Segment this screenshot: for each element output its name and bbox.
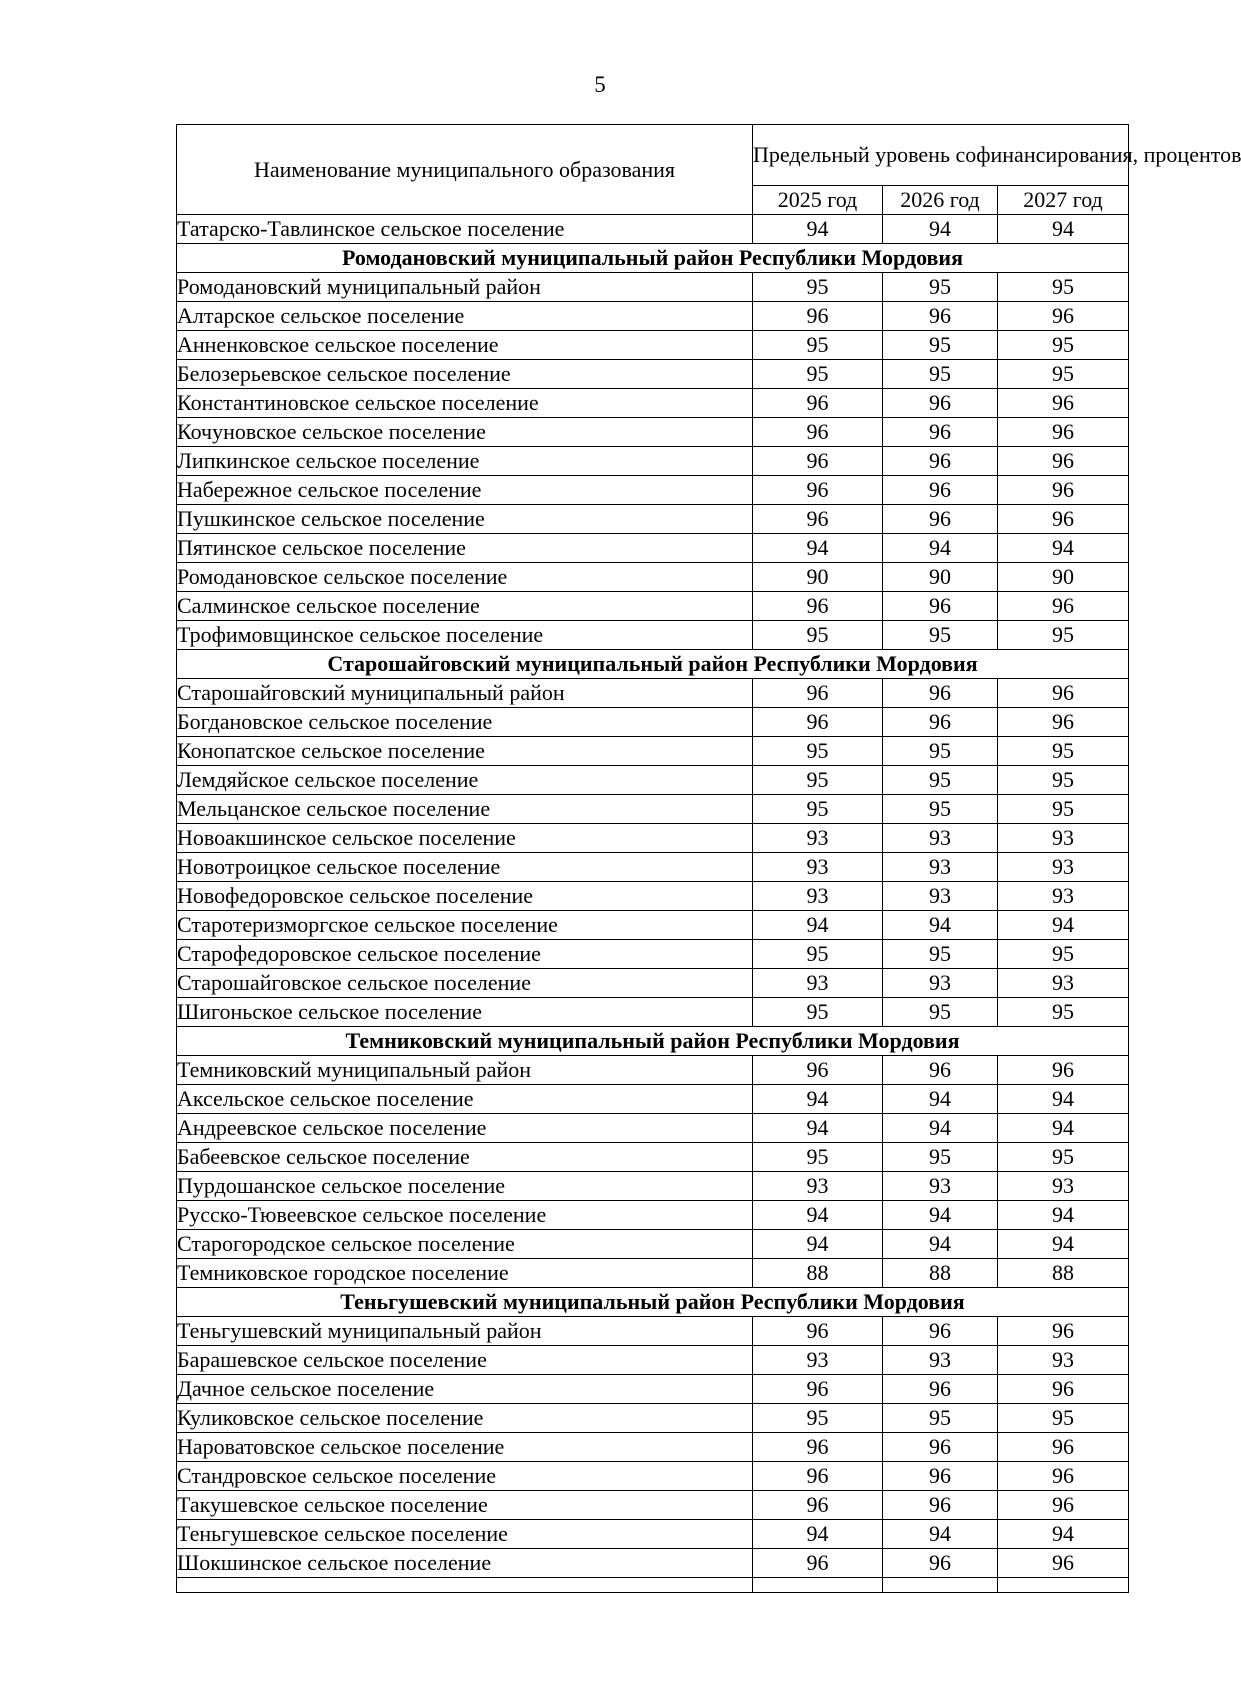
municipality-name-cell: Старофедоровское сельское поселение <box>177 940 753 969</box>
value-2026-cell: 95 <box>883 766 998 795</box>
value-2027-cell: 95 <box>998 1143 1129 1172</box>
value-2026-cell: 93 <box>883 1346 998 1375</box>
municipality-name-cell: Новоакшинское сельское поселение <box>177 824 753 853</box>
value-2025-cell: 94 <box>753 1201 883 1230</box>
municipality-name-cell: Кочуновское сельское поселение <box>177 418 753 447</box>
value-2027-cell: 96 <box>998 1433 1129 1462</box>
value-2027-cell: 95 <box>998 273 1129 302</box>
value-2026-cell: 90 <box>883 563 998 592</box>
table-body <box>177 215 1129 1593</box>
value-2026-cell: 94 <box>883 1230 998 1259</box>
value-2027-cell: 94 <box>998 1114 1129 1143</box>
empty-cell <box>998 1578 1129 1593</box>
table-row <box>177 766 1129 795</box>
municipality-name-cell: Темниковский муниципальный район <box>177 1056 753 1085</box>
value-2027-cell: 93 <box>998 969 1129 998</box>
value-2026-cell: 94 <box>883 1520 998 1549</box>
value-2025-cell: 96 <box>753 389 883 418</box>
table-row <box>177 1317 1129 1346</box>
municipality-name-cell: Андреевское сельское поселение <box>177 1114 753 1143</box>
district-section-row <box>177 1027 1129 1056</box>
cofinancing-level-header: Предельный уровень софинансирования, процентов <box>753 125 1129 186</box>
value-2025-cell: 95 <box>753 360 883 389</box>
table-row <box>177 215 1129 244</box>
table-row <box>177 1201 1129 1230</box>
value-2027-cell: 94 <box>998 534 1129 563</box>
table-row <box>177 1114 1129 1143</box>
value-2027-cell: 93 <box>998 1172 1129 1201</box>
value-2026-cell: 96 <box>883 447 998 476</box>
value-2026-cell: 96 <box>883 708 998 737</box>
value-2026-cell: 95 <box>883 940 998 969</box>
table-row <box>177 1346 1129 1375</box>
municipality-name-cell: Липкинское сельское поселение <box>177 447 753 476</box>
value-2027-cell: 93 <box>998 824 1129 853</box>
municipality-name-cell: Ромодановское сельское поселение <box>177 563 753 592</box>
municipality-name-cell: Анненковское сельское поселение <box>177 331 753 360</box>
value-2027-cell: 93 <box>998 853 1129 882</box>
table-row <box>177 1143 1129 1172</box>
value-2025-cell: 94 <box>753 1085 883 1114</box>
municipality-name-cell: Нароватовское сельское поселение <box>177 1433 753 1462</box>
value-2027-cell: 95 <box>998 940 1129 969</box>
value-2026-cell: 96 <box>883 1433 998 1462</box>
empty-cell <box>177 1578 753 1593</box>
municipality-name-cell: Теньгушевский муниципальный район <box>177 1317 753 1346</box>
value-2026-cell: 95 <box>883 621 998 650</box>
value-2027-cell: 96 <box>998 708 1129 737</box>
municipality-name-cell: Дачное сельское поселение <box>177 1375 753 1404</box>
table-row <box>177 360 1129 389</box>
value-2025-cell: 96 <box>753 1433 883 1462</box>
value-2025-cell: 93 <box>753 824 883 853</box>
municipality-name-cell: Стандровское сельское поселение <box>177 1462 753 1491</box>
table-row <box>177 708 1129 737</box>
value-2026-cell: 96 <box>883 1462 998 1491</box>
district-section-row <box>177 1288 1129 1317</box>
value-2027-cell: 94 <box>998 1085 1129 1114</box>
municipality-name-cell: Аксельское сельское поселение <box>177 1085 753 1114</box>
table-row <box>177 1085 1129 1114</box>
value-2026-cell: 96 <box>883 679 998 708</box>
value-2026-cell: 96 <box>883 1549 998 1578</box>
municipality-name-cell: Константиновское сельское поселение <box>177 389 753 418</box>
value-2026-cell: 93 <box>883 1172 998 1201</box>
value-2025-cell: 90 <box>753 563 883 592</box>
value-2027-cell: 96 <box>998 476 1129 505</box>
municipality-name-cell: Такушевское сельское поселение <box>177 1491 753 1520</box>
value-2025-cell: 95 <box>753 766 883 795</box>
municipality-name-cell: Шокшинское сельское поселение <box>177 1549 753 1578</box>
value-2025-cell: 94 <box>753 1114 883 1143</box>
value-2027-cell: 94 <box>998 1520 1129 1549</box>
value-2027-cell: 94 <box>998 911 1129 940</box>
table-row <box>177 389 1129 418</box>
value-2026-cell: 96 <box>883 505 998 534</box>
value-2027-cell: 95 <box>998 766 1129 795</box>
value-2027-cell: 96 <box>998 389 1129 418</box>
year-header-2025: 2025 год <box>753 186 883 215</box>
table-row <box>177 273 1129 302</box>
municipality-name-cell: Алтарское сельское поселение <box>177 302 753 331</box>
value-2025-cell: 96 <box>753 708 883 737</box>
value-2025-cell: 96 <box>753 679 883 708</box>
municipality-name-cell: Пурдошанское сельское поселение <box>177 1172 753 1201</box>
district-section-title: Ромодановский муниципальный район Республики Мордовия <box>177 244 1129 273</box>
value-2027-cell: 96 <box>998 1491 1129 1520</box>
district-section-row <box>177 244 1129 273</box>
municipality-name-cell: Белозерьевское сельское поселение <box>177 360 753 389</box>
value-2027-cell: 96 <box>998 505 1129 534</box>
value-2025-cell: 95 <box>753 1143 883 1172</box>
value-2026-cell: 93 <box>883 882 998 911</box>
value-2027-cell: 95 <box>998 737 1129 766</box>
municipality-name-cell: Салминское сельское поселение <box>177 592 753 621</box>
table-row <box>177 853 1129 882</box>
value-2026-cell: 94 <box>883 1114 998 1143</box>
table-row <box>177 824 1129 853</box>
value-2025-cell: 94 <box>753 534 883 563</box>
municipality-name-cell: Бабеевское сельское поселение <box>177 1143 753 1172</box>
value-2027-cell: 93 <box>998 1346 1129 1375</box>
municipality-name-cell: Ромодановский муниципальный район <box>177 273 753 302</box>
table-row <box>177 447 1129 476</box>
table-row <box>177 969 1129 998</box>
value-2026-cell: 95 <box>883 998 998 1027</box>
value-2026-cell: 96 <box>883 1375 998 1404</box>
value-2025-cell: 96 <box>753 418 883 447</box>
table-row <box>177 621 1129 650</box>
value-2026-cell: 93 <box>883 824 998 853</box>
value-2025-cell: 93 <box>753 882 883 911</box>
district-section-title: Теньгушевский муниципальный район Республики Мордовия <box>177 1288 1129 1317</box>
value-2025-cell: 96 <box>753 1549 883 1578</box>
municipality-name-cell: Новотроицкое сельское поселение <box>177 853 753 882</box>
value-2027-cell: 94 <box>998 215 1129 244</box>
value-2027-cell: 96 <box>998 418 1129 447</box>
value-2026-cell: 96 <box>883 592 998 621</box>
municipality-name-cell: Трофимовщинское сельское поселение <box>177 621 753 650</box>
value-2026-cell: 96 <box>883 1056 998 1085</box>
table-row <box>177 505 1129 534</box>
table-row <box>177 998 1129 1027</box>
value-2027-cell: 96 <box>998 447 1129 476</box>
municipality-name-cell: Новофедоровское сельское поселение <box>177 882 753 911</box>
table-row <box>177 882 1129 911</box>
value-2026-cell: 95 <box>883 737 998 766</box>
year-header-2026: 2026 год <box>883 186 998 215</box>
value-2025-cell: 96 <box>753 592 883 621</box>
municipality-name-cell: Старошайговское сельское поселение <box>177 969 753 998</box>
value-2026-cell: 96 <box>883 1317 998 1346</box>
table-row <box>177 1375 1129 1404</box>
value-2025-cell: 96 <box>753 447 883 476</box>
table-row <box>177 940 1129 969</box>
value-2026-cell: 88 <box>883 1259 998 1288</box>
municipality-name-cell: Русско-Тювеевское сельское поселение <box>177 1201 753 1230</box>
value-2025-cell: 94 <box>753 1230 883 1259</box>
value-2027-cell: 96 <box>998 592 1129 621</box>
value-2026-cell: 95 <box>883 360 998 389</box>
value-2026-cell: 95 <box>883 795 998 824</box>
table-header <box>177 125 1241 215</box>
value-2025-cell: 96 <box>753 476 883 505</box>
value-2025-cell: 93 <box>753 1172 883 1201</box>
district-section-title: Старошайговский муниципальный район Республики Мордовия <box>177 650 1129 679</box>
page-number: 5 <box>594 72 606 97</box>
table-row <box>177 534 1129 563</box>
value-2027-cell: 96 <box>998 302 1129 331</box>
municipality-name-cell: Мельцанское сельское поселение <box>177 795 753 824</box>
municipality-name-cell: Богдановское сельское поселение <box>177 708 753 737</box>
value-2027-cell: 95 <box>998 360 1129 389</box>
value-2025-cell: 96 <box>753 1317 883 1346</box>
value-2026-cell: 94 <box>883 911 998 940</box>
value-2025-cell: 95 <box>753 1404 883 1433</box>
municipality-name-cell: Пятинское сельское поселение <box>177 534 753 563</box>
table-row <box>177 418 1129 447</box>
value-2025-cell: 93 <box>753 853 883 882</box>
value-2025-cell: 95 <box>753 621 883 650</box>
value-2025-cell: 96 <box>753 1056 883 1085</box>
value-2026-cell: 94 <box>883 1085 998 1114</box>
municipality-name-cell: Старошайговский муниципальный район <box>177 679 753 708</box>
value-2027-cell: 95 <box>998 621 1129 650</box>
municipality-name-cell: Старогородское сельское поселение <box>177 1230 753 1259</box>
table-row <box>177 476 1129 505</box>
empty-cell <box>753 1578 883 1593</box>
value-2026-cell: 95 <box>883 331 998 360</box>
table-row <box>177 737 1129 766</box>
value-2025-cell: 96 <box>753 1375 883 1404</box>
table-row <box>177 1056 1129 1085</box>
table-row <box>177 1259 1129 1288</box>
table-row <box>177 592 1129 621</box>
municipality-name-cell: Татарско-Тавлинское сельское поселение <box>177 215 753 244</box>
table-row <box>177 302 1129 331</box>
value-2026-cell: 96 <box>883 302 998 331</box>
value-2025-cell: 94 <box>753 1520 883 1549</box>
municipality-name-cell: Старотеризморгское сельское поселение <box>177 911 753 940</box>
value-2027-cell: 93 <box>998 882 1129 911</box>
municipality-name-cell: Темниковское городское поселение <box>177 1259 753 1288</box>
value-2027-cell: 88 <box>998 1259 1129 1288</box>
value-2025-cell: 96 <box>753 505 883 534</box>
value-2025-cell: 95 <box>753 273 883 302</box>
value-2025-cell: 94 <box>753 215 883 244</box>
value-2025-cell: 95 <box>753 795 883 824</box>
empty-cell <box>883 1578 998 1593</box>
municipality-name-cell: Конопатское сельское поселение <box>177 737 753 766</box>
value-2026-cell: 93 <box>883 969 998 998</box>
value-2025-cell: 95 <box>753 998 883 1027</box>
value-2026-cell: 96 <box>883 389 998 418</box>
table-row <box>177 911 1129 940</box>
value-2025-cell: 93 <box>753 969 883 998</box>
municipality-name-cell: Лемдяйское сельское поселение <box>177 766 753 795</box>
table-filler-row <box>177 1578 1129 1593</box>
table-row <box>177 679 1129 708</box>
value-2025-cell: 96 <box>753 302 883 331</box>
value-2026-cell: 95 <box>883 1143 998 1172</box>
value-2026-cell: 96 <box>883 476 998 505</box>
municipality-name-cell: Шигоньское сельское поселение <box>177 998 753 1027</box>
value-2026-cell: 95 <box>883 273 998 302</box>
table-row <box>177 795 1129 824</box>
value-2027-cell: 96 <box>998 679 1129 708</box>
district-section-row <box>177 650 1129 679</box>
value-2026-cell: 95 <box>883 1404 998 1433</box>
value-2025-cell: 95 <box>753 940 883 969</box>
value-2027-cell: 96 <box>998 1056 1129 1085</box>
municipality-name-header: Наименование муниципального образования <box>177 125 753 215</box>
table-row <box>177 1433 1129 1462</box>
municipality-name-cell: Барашевское сельское поселение <box>177 1346 753 1375</box>
table-row <box>177 1549 1129 1578</box>
table-row <box>177 563 1129 592</box>
municipality-name-cell: Теньгушевское сельское поселение <box>177 1520 753 1549</box>
table-row <box>177 331 1129 360</box>
value-2027-cell: 95 <box>998 998 1129 1027</box>
table-row <box>177 1404 1129 1433</box>
municipality-name-cell: Куликовское сельское поселение <box>177 1404 753 1433</box>
table-row <box>177 1172 1129 1201</box>
year-header-2027: 2027 год <box>998 186 1129 215</box>
municipality-name-cell: Пушкинское сельское поселение <box>177 505 753 534</box>
value-2025-cell: 96 <box>753 1491 883 1520</box>
value-2025-cell: 93 <box>753 1346 883 1375</box>
table-row <box>177 1491 1129 1520</box>
value-2025-cell: 96 <box>753 1462 883 1491</box>
district-section-title: Темниковский муниципальный район Республики Мордовия <box>177 1027 1129 1056</box>
municipality-name-cell: Набережное сельское поселение <box>177 476 753 505</box>
value-2026-cell: 94 <box>883 534 998 563</box>
value-2025-cell: 88 <box>753 1259 883 1288</box>
value-2026-cell: 93 <box>883 853 998 882</box>
value-2027-cell: 96 <box>998 1375 1129 1404</box>
value-2027-cell: 96 <box>998 1317 1129 1346</box>
value-2025-cell: 95 <box>753 331 883 360</box>
value-2027-cell: 90 <box>998 563 1129 592</box>
value-2026-cell: 94 <box>883 215 998 244</box>
value-2026-cell: 96 <box>883 418 998 447</box>
value-2027-cell: 96 <box>998 1462 1129 1491</box>
value-2027-cell: 95 <box>998 331 1129 360</box>
value-2027-cell: 94 <box>998 1201 1129 1230</box>
value-2026-cell: 94 <box>883 1201 998 1230</box>
cofinancing-table <box>176 124 1241 1593</box>
value-2027-cell: 95 <box>998 1404 1129 1433</box>
value-2025-cell: 94 <box>753 911 883 940</box>
value-2026-cell: 96 <box>883 1491 998 1520</box>
value-2027-cell: 95 <box>998 795 1129 824</box>
value-2027-cell: 96 <box>998 1549 1129 1578</box>
value-2027-cell: 94 <box>998 1230 1129 1259</box>
value-2025-cell: 95 <box>753 737 883 766</box>
table-row <box>177 1462 1129 1491</box>
table-row <box>177 1520 1129 1549</box>
table-row <box>177 1230 1129 1259</box>
